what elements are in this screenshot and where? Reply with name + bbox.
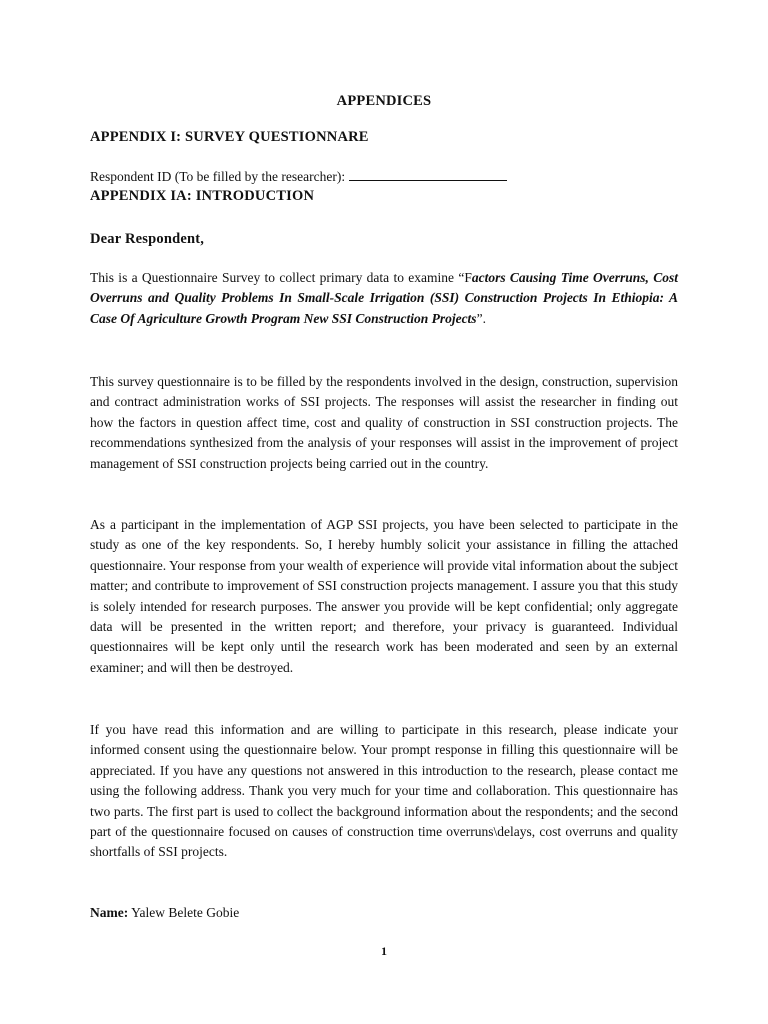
name-value: Yalew Belete Gobie: [131, 905, 240, 920]
appendix-1a-heading: APPENDIX IA: INTRODUCTION: [90, 188, 315, 204]
respondent-id-blank: [349, 168, 507, 181]
intro-closing: ”.: [476, 310, 486, 326]
name-line: [90, 905, 239, 921]
appendix-1-heading: APPENDIX I: SURVEY QUESTIONNARE: [90, 129, 369, 145]
participant-paragraph: As a participant in the implementation of AGP SSI projects, you have been selected to participate in the study as one of the key respondents. So, I hereby humbly solicit your assistance in filling the attached questionnaire. Your response from your wealth of experience will provide vital information about the subject matter; and contribute to improvement of SSI construction projects management. I assure you that this study is solely intended for research purposes. The answer you provide will be kept confidential; only aggregate data will be presented in the written report; and therefore, your privacy is guaranteed. Individual questionnaires will be kept only until the research work has been moderated and seen by an external examiner; and will then be destroyed.: [90, 517, 678, 675]
document-page: [90, 0, 678, 1024]
appendices-title: APPENDICES: [336, 93, 432, 109]
study-title: actors Causing Time Overruns, Cost Overruns and Quality Problems In Small-Scale Irrigation (SSI) Construction Projects In Ethiopia: A Case Of Agriculture Growth Program New SSI Construction Projects: [90, 270, 678, 326]
respondent-id-line: [90, 168, 507, 185]
page-number: 1: [381, 944, 387, 958]
salutation: Dear Respondent,: [90, 231, 205, 247]
intro-paragraph: [90, 268, 678, 329]
intro-text: This is a Questionnaire Survey to collect primary data to examine “F: [90, 270, 472, 285]
consent-paragraph: If you have read this information and are willing to participate in this research, please indicate your informed consent using the questionnaire below. Your prompt response in filling this questionnaire will be appreciated. If you have any questions not answered in this introduction to the research, please contact me using the following address. Thank you very much for your time and collaboration. This questionnaire has two parts. The first part is used to collect the background information about the respondents; and the second part of the questionnaire focused on causes of construction time overruns\delays, cost overruns and quality shortfalls of SSI projects.: [90, 722, 678, 860]
respondent-id-label: Respondent ID (To be filled by the researcher):: [90, 169, 346, 184]
name-label: Name:: [90, 905, 129, 920]
purpose-paragraph: This survey questionnaire is to be filled by the respondents involved in the design, construction, supervision and contract administration works of SSI projects. The responses will assist the researcher in finding out how the factors in question affect time, cost and quality of construction in SSI construction projects. The recommendations synthesized from the analysis of your responses will assist in the improvement of project management of SSI construction projects being carried out in the country.: [90, 374, 678, 471]
